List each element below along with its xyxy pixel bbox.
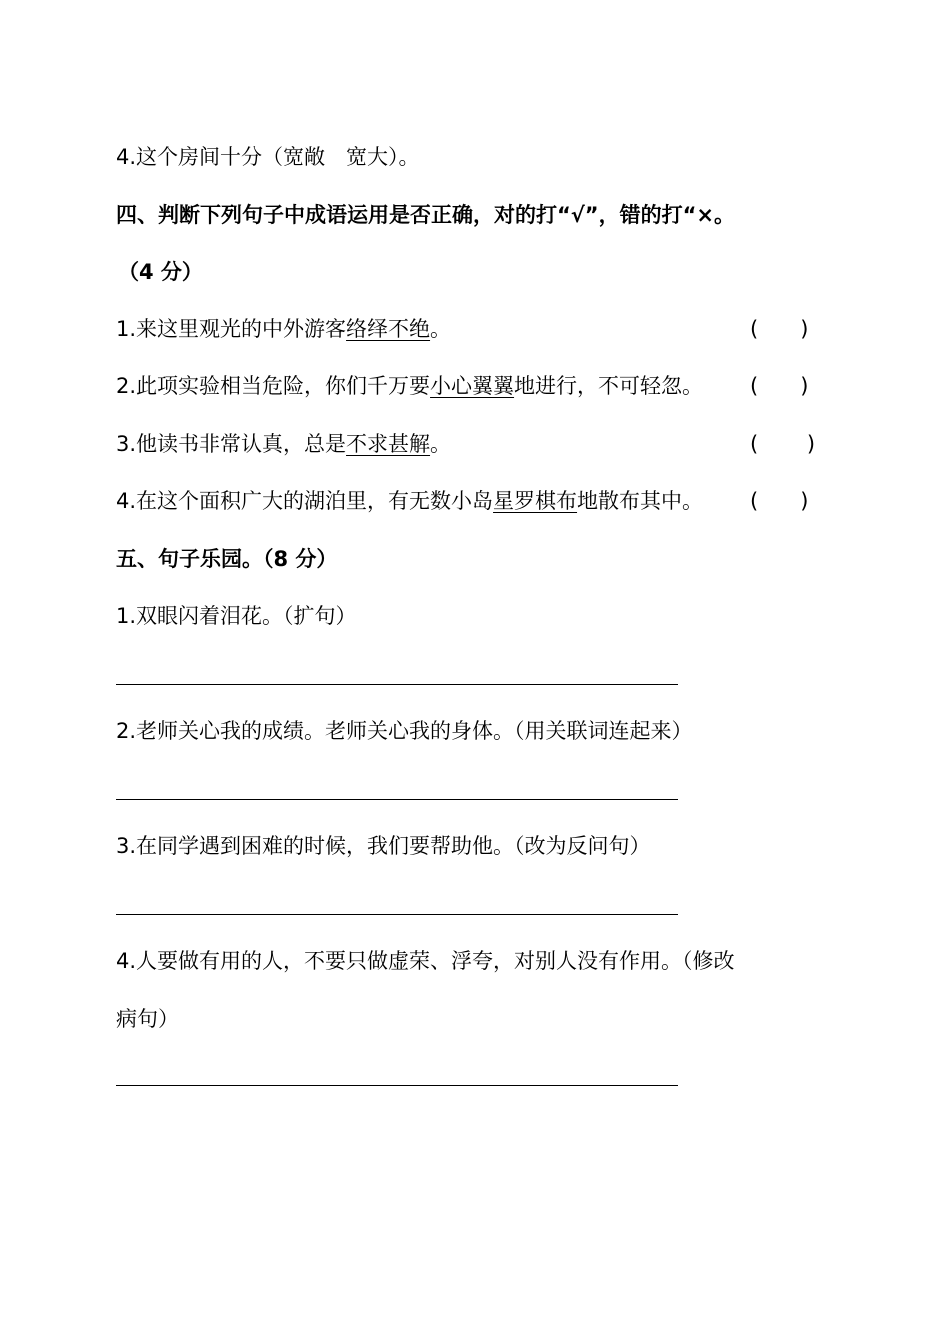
answer-line[interactable] (116, 1085, 678, 1086)
answer-line[interactable] (116, 914, 678, 915)
sentence-item-4-continuation: 病句） (116, 1007, 179, 1031)
judge-item-4 (116, 487, 703, 515)
judge-item-2 (116, 372, 703, 400)
answer-paren[interactable]: ( ) (750, 432, 816, 456)
judge-item-idiom: 络绎不绝 (346, 317, 431, 341)
answer-line[interactable] (116, 799, 678, 800)
judge-item-text: 。 (430, 317, 452, 341)
answer-line[interactable] (116, 684, 678, 685)
judge-item-text: 3.他读书非常认真，总是 (116, 432, 347, 456)
sentence-item-2: 2.老师关心我的成绩。老师关心我的身体。（用关联词连起来） (116, 719, 693, 743)
judge-item-idiom: 小心翼翼 (430, 374, 515, 398)
sentence-item-1: 1.双眼闪着泪花。（扩句） (116, 604, 357, 628)
judge-item-idiom: 星罗棋布 (493, 489, 578, 513)
sentence-item-4: 4.人要做有用的人，不要只做虚荣、浮夸，对别人没有作用。（修改 (116, 949, 735, 973)
answer-paren[interactable]: ( ) (750, 317, 809, 341)
section-4-title: 四、判断下列句子中成语运用是否正确，对的打“√”，错的打“×。 (116, 203, 736, 227)
answer-paren[interactable]: ( ) (750, 489, 809, 513)
prev-question-4 (116, 143, 420, 171)
judge-item-text: 。 (430, 432, 452, 456)
judge-item-3 (116, 430, 451, 458)
judge-item-text: 2.此项实验相当危险，你们千万要 (116, 374, 431, 398)
answer-paren[interactable]: ( ) (750, 374, 809, 398)
section-4-score: （4 分） (118, 260, 203, 284)
section-5-title: 五、句子乐园。（8 分） (116, 547, 338, 571)
judge-item-1 (116, 315, 451, 343)
sentence-item-3: 3.在同学遇到困难的时候，我们要帮助他。（改为反问句） (116, 834, 651, 858)
prev-question-4-text: 这个房间十分（宽敞 宽大）。 (136, 145, 420, 169)
judge-item-text: 1.来这里观光的中外游客 (116, 317, 347, 341)
judge-item-text: 地散布其中。 (577, 489, 704, 513)
judge-item-text: 4.在这个面积广大的湖泊里，有无数小岛 (116, 489, 494, 513)
judge-item-idiom: 不求甚解 (346, 432, 431, 456)
judge-item-text: 地进行，不可轻忽。 (514, 374, 704, 398)
prev-question-4-number: 4. (116, 145, 137, 169)
